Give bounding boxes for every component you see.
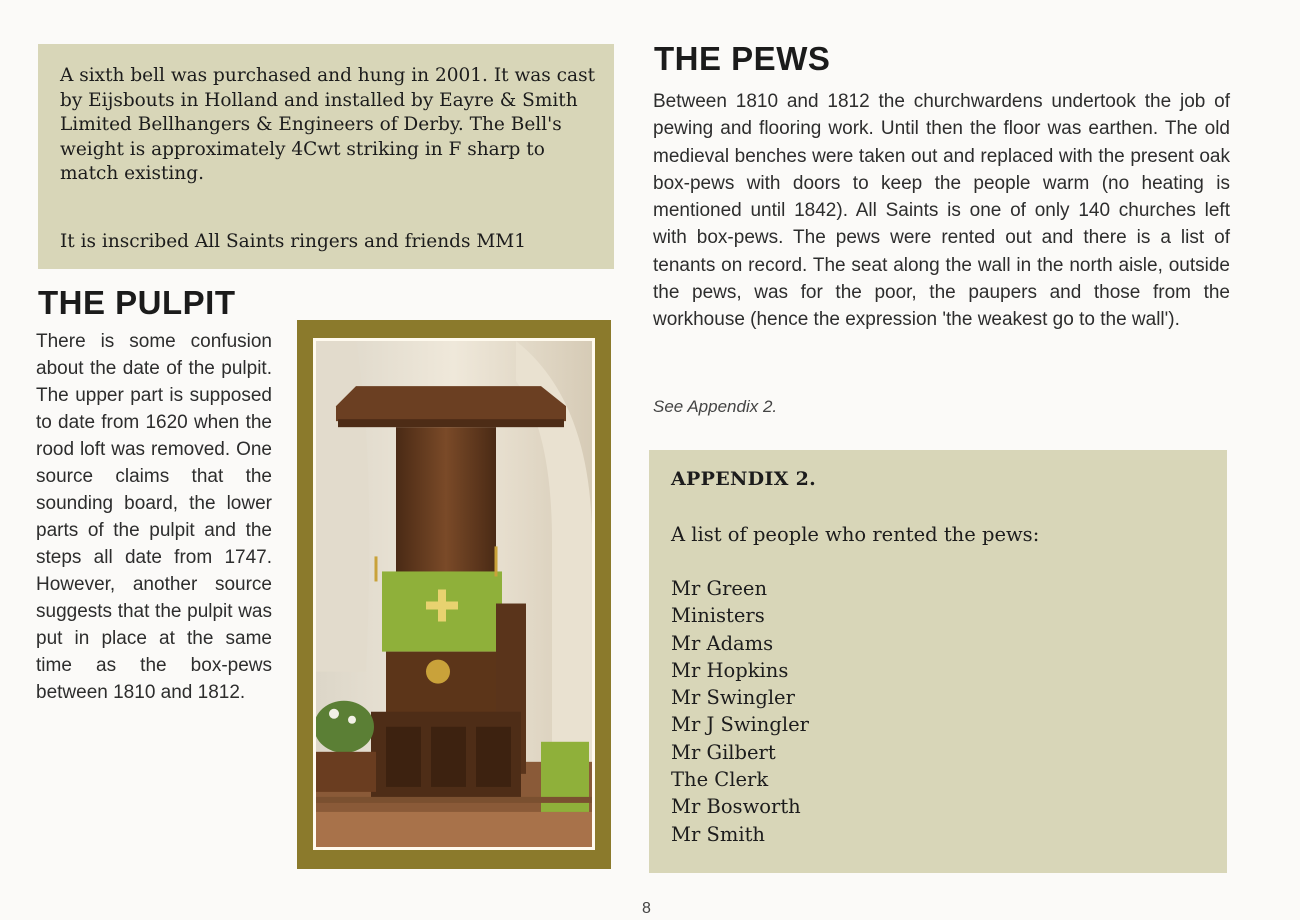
renter-name: The Clerk bbox=[671, 768, 769, 792]
appendix-title: APPENDIX 2. bbox=[671, 468, 817, 490]
bell-info-box bbox=[38, 44, 614, 269]
bell-paragraph: A sixth bell was purchased and hung in 2001. It was cast by Eijsbouts in Holland and installed by Eayre & Smith Limited Bellhangers & Engineers of Derby. The Bell's weight is approximately 4Cwt striking in F sharp to match existing. bbox=[60, 65, 596, 184]
appendix-box bbox=[649, 450, 1227, 873]
pulpit-photo bbox=[313, 338, 595, 850]
appendix-reference: See Appendix 2. bbox=[653, 397, 778, 416]
renter-list bbox=[671, 575, 809, 848]
bell-inscription: It is inscribed All Saints ringers and friends MM1 bbox=[60, 231, 526, 252]
pulpit-photo-illustration bbox=[316, 341, 592, 847]
renter-name: Mr Green bbox=[671, 577, 768, 600]
renter-name: Mr Bosworth bbox=[671, 795, 801, 819]
renter-name: Ministers bbox=[671, 604, 765, 628]
pulpit-body-text: There is some confusion about the date of the pulpit. The upper part is supposed to date from 1620 when the rood loft was removed. One source claims that the sounding board, the lower parts of the pulpit and the steps all date from 1747. However, another source suggests that the pulpit was put in place at the same time as the box-pews between 1810 and 1812. bbox=[36, 331, 272, 703]
pulpit-photo-frame bbox=[297, 320, 611, 869]
renter-name: Mr Gilbert bbox=[671, 740, 776, 764]
renter-name: Mr Swingler bbox=[671, 686, 795, 710]
renter-name: Mr Smith bbox=[671, 822, 765, 846]
renter-name: Mr Hopkins bbox=[671, 658, 789, 682]
appendix-intro: A list of people who rented the pews: bbox=[671, 523, 1040, 546]
pews-heading: THE PEWS bbox=[654, 40, 831, 77]
renter-name: Mr Adams bbox=[671, 631, 774, 655]
pews-body-text: Between 1810 and 1812 the churchwardens undertook the job of pewing and flooring work. Until then the floor was earthen. The old medieval benches were taken out and replaced with the present oak box-pews with doors to keep the people warm (no heating is mentioned until 1842). All Saints is one of only 140 churches left with box-pews. The pews were rented out and there is a list of tenants on record. The seat along the wall in the north aisle, outside the pews, was for the poor, the paupers and those from the workhouse (hence the expression 'the weakest go to the wall'). bbox=[653, 91, 1230, 331]
page-number: 8 bbox=[642, 900, 651, 917]
renter-name: Mr J Swingler bbox=[671, 713, 809, 737]
pulpit-heading: THE PULPIT bbox=[38, 284, 236, 321]
